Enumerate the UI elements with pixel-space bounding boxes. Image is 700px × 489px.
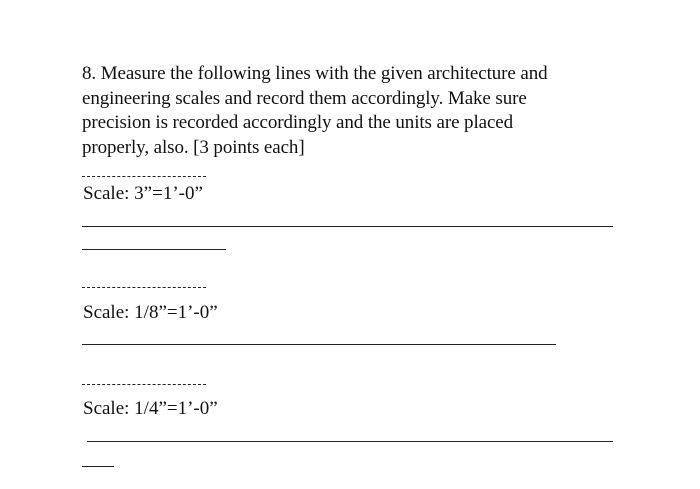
question-text: [82, 62, 642, 160]
dashed-separator: [82, 287, 206, 288]
scale-label-2: Scale: 1/8”=1’-0”: [83, 302, 218, 323]
question-line: engineering scales and record them accordingly. Make sure: [82, 87, 527, 109]
dashed-separator: [82, 176, 206, 177]
scale-label-1: Scale: 3”=1’-0”: [83, 183, 203, 204]
question-line: 8. Measure the following lines with the given architecture and: [82, 63, 548, 84]
dashed-separator: [82, 384, 206, 385]
scale-label-3: Scale: 1/4”=1’-0”: [83, 398, 218, 419]
measure-line: [82, 466, 114, 467]
question-line: precision is recorded accordingly and the units are placed: [82, 112, 514, 133]
measure-line: [82, 226, 613, 227]
measure-line: [87, 441, 613, 442]
measure-line: [82, 249, 226, 250]
question-line: properly, also. [3 points each]: [82, 136, 305, 158]
measure-line: [82, 344, 556, 345]
